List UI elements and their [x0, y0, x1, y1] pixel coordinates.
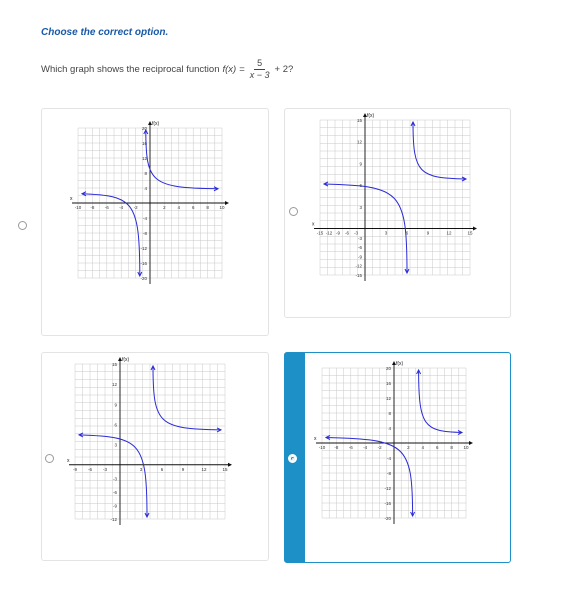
x-tick-label: -6 [87, 466, 93, 472]
instruction: Choose the correct option. [41, 27, 169, 38]
x-tick-label: 10 [463, 445, 469, 450]
y-tick-label: -4 [142, 216, 147, 221]
y-tick-label: 16 [385, 381, 391, 386]
y-tick-label: 12 [111, 382, 117, 388]
y-tick-label: 3 [114, 442, 117, 448]
y-tick-label: 4 [388, 426, 391, 431]
x-tick-label: -8 [90, 205, 95, 210]
x-tick-label: 9 [426, 230, 430, 236]
x-axis-label: x [70, 196, 73, 202]
y-tick-label: -20 [384, 516, 391, 521]
x-axis-label: x [67, 457, 70, 464]
x-tick-label: -10 [318, 445, 326, 450]
y-axis-label: f(x) [122, 357, 130, 363]
x-tick-label: 6 [160, 466, 164, 472]
x-axis-arrow [473, 227, 477, 231]
x-tick-label: 3 [384, 230, 388, 236]
question [41, 58, 293, 81]
curve-right-branch [153, 366, 221, 430]
graph-option-b [308, 112, 488, 290]
x-tick-label: -2 [133, 205, 138, 210]
y-tick-label: -6 [357, 245, 362, 251]
y-tick-label: 12 [141, 156, 147, 161]
x-tick-label: 15 [222, 466, 228, 472]
y-tick-label: 8 [144, 171, 147, 176]
y-tick-label: -16 [384, 501, 391, 506]
x-axis-label: x [312, 221, 315, 228]
y-tick-label: -12 [384, 486, 391, 491]
x-tick-label: -4 [119, 205, 124, 210]
y-tick-label: -8 [142, 231, 147, 236]
y-tick-label: -9 [112, 503, 117, 509]
question-equals: = [239, 64, 245, 75]
y-tick-label: -3 [357, 235, 362, 241]
y-tick-label: -8 [386, 471, 391, 476]
curve-right-branch [146, 130, 218, 189]
y-tick-label: -16 [140, 261, 147, 266]
x-tick-label: 4 [421, 445, 425, 450]
y-tick-label: -4 [386, 456, 391, 461]
curve-left-branch [326, 438, 413, 517]
y-tick-label: 9 [359, 161, 362, 167]
x-tick-label: -6 [344, 230, 350, 236]
y-tick-label: 12 [385, 396, 391, 401]
y-tick-label: -3 [112, 476, 117, 482]
x-tick-label: 4 [177, 205, 181, 210]
option-radio-a[interactable] [18, 221, 27, 230]
y-tick-label: 20 [385, 366, 391, 371]
y-tick-label: 15 [356, 118, 362, 123]
x-axis-arrow [225, 201, 229, 205]
question-tail: + 2? [274, 64, 294, 75]
x-tick-label: 12 [201, 466, 207, 472]
option-radio-d[interactable] [288, 454, 297, 463]
x-tick-label: -3 [102, 466, 108, 472]
question-text: Which graph shows the reciprocal function [41, 64, 220, 75]
x-tick-label: 3 [139, 466, 143, 472]
question-fraction [248, 58, 272, 81]
y-axis-label: f(x) [152, 121, 160, 127]
x-tick-label: 6 [435, 445, 439, 450]
y-tick-label: -12 [355, 263, 362, 269]
y-tick-label: -20 [140, 276, 147, 281]
y-tick-label: 16 [141, 141, 147, 146]
x-tick-label: -10 [74, 205, 82, 210]
x-tick-label: 15 [467, 230, 473, 236]
x-tick-label: 9 [181, 466, 185, 472]
x-tick-label: -3 [353, 230, 359, 236]
x-tick-label: -2 [377, 445, 382, 450]
y-tick-label: 6 [114, 422, 117, 428]
x-tick-label: 2 [163, 205, 166, 210]
y-tick-label: 12 [356, 139, 362, 145]
x-tick-label: -8 [334, 445, 339, 450]
x-tick-label: -9 [335, 230, 341, 236]
x-tick-label: 2 [407, 445, 410, 450]
y-tick-label: 4 [144, 186, 147, 191]
graph-option-c [65, 356, 245, 528]
fraction-denominator: x − 3 [249, 70, 270, 80]
curve-right-branch [413, 122, 466, 179]
y-tick-label: 3 [359, 204, 362, 210]
y-axis-label: f(x) [367, 113, 375, 119]
y-tick-label: -6 [112, 489, 117, 495]
y-tick-label: 9 [114, 402, 117, 408]
x-axis-arrow [228, 463, 232, 467]
x-tick-label: 10 [219, 205, 225, 210]
graph-option-a [62, 118, 248, 288]
y-tick-label: 6 [359, 183, 362, 189]
y-tick-label: -12 [110, 517, 117, 522]
x-tick-label: -9 [72, 466, 78, 472]
x-tick-label: 8 [206, 205, 209, 210]
x-tick-label: 6 [405, 230, 409, 236]
option-radio-c[interactable] [45, 454, 54, 463]
x-tick-label: -12 [325, 230, 333, 236]
y-axis-label: f(x) [396, 361, 404, 367]
option-radio-b[interactable] [289, 207, 298, 216]
x-tick-label: -15 [316, 230, 324, 236]
x-tick-label: 6 [191, 205, 195, 210]
x-tick-label: 8 [450, 445, 453, 450]
y-tick-label: 8 [388, 411, 391, 416]
y-tick-label: -15 [355, 273, 362, 278]
x-tick-label: 12 [446, 230, 452, 236]
x-axis-arrow [469, 441, 473, 445]
x-tick-label: -6 [104, 205, 109, 210]
x-axis-label: x [314, 436, 317, 442]
y-tick-label: -12 [140, 246, 147, 251]
question-function: f(x) [222, 64, 237, 75]
curve-right-branch [419, 370, 462, 433]
x-tick-label: -4 [363, 445, 368, 450]
fraction-numerator: 5 [254, 58, 265, 70]
y-tick-label: -9 [357, 254, 362, 260]
y-tick-label: 20 [141, 126, 147, 131]
graph-option-d [306, 358, 492, 528]
y-tick-label: 15 [111, 362, 117, 367]
x-tick-label: -6 [348, 445, 353, 450]
